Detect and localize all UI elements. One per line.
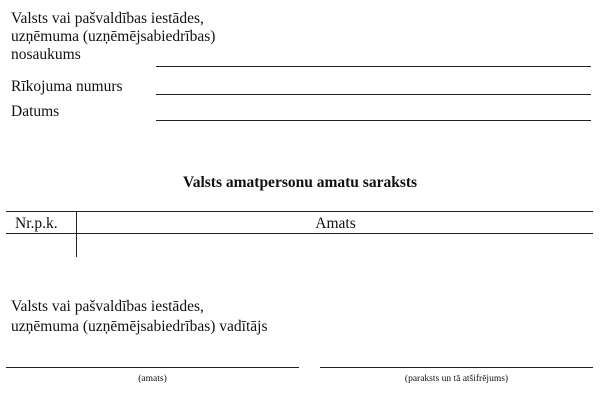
column-header-number: Nr.p.k.	[15, 215, 58, 232]
head-label-line1: Valsts vai pašvaldības iestādes,	[11, 298, 204, 315]
position-caption: (amats)	[138, 374, 167, 384]
table-column-divider	[76, 211, 77, 257]
date-label: Datums	[11, 103, 60, 120]
institution-label-line1: Valsts vai pašvaldības iestādes,	[11, 10, 204, 27]
signature-caption: (paraksts un tā atšifrējums)	[404, 374, 509, 384]
date-field-line[interactable]	[156, 120, 591, 121]
order-number-field-line[interactable]	[156, 94, 591, 95]
order-number-label: Rīkojuma numurs	[11, 78, 123, 95]
institution-label-line3: nosaukums	[11, 46, 81, 63]
column-header-position: Amats	[315, 215, 356, 232]
signature-field-line[interactable]	[320, 367, 593, 368]
document-title: Valsts amatpersonu amatu saraksts	[182, 174, 418, 191]
position-field-line[interactable]	[6, 367, 299, 368]
table-header-bottom-border	[6, 233, 593, 234]
head-label-line2: uzņēmuma (uzņēmējsabiedrības) vadītājs	[11, 318, 268, 335]
institution-name-field-line[interactable]	[156, 66, 591, 67]
institution-label-line2: uzņēmuma (uzņēmējsabiedrības)	[11, 28, 216, 45]
table-top-border	[6, 211, 593, 212]
